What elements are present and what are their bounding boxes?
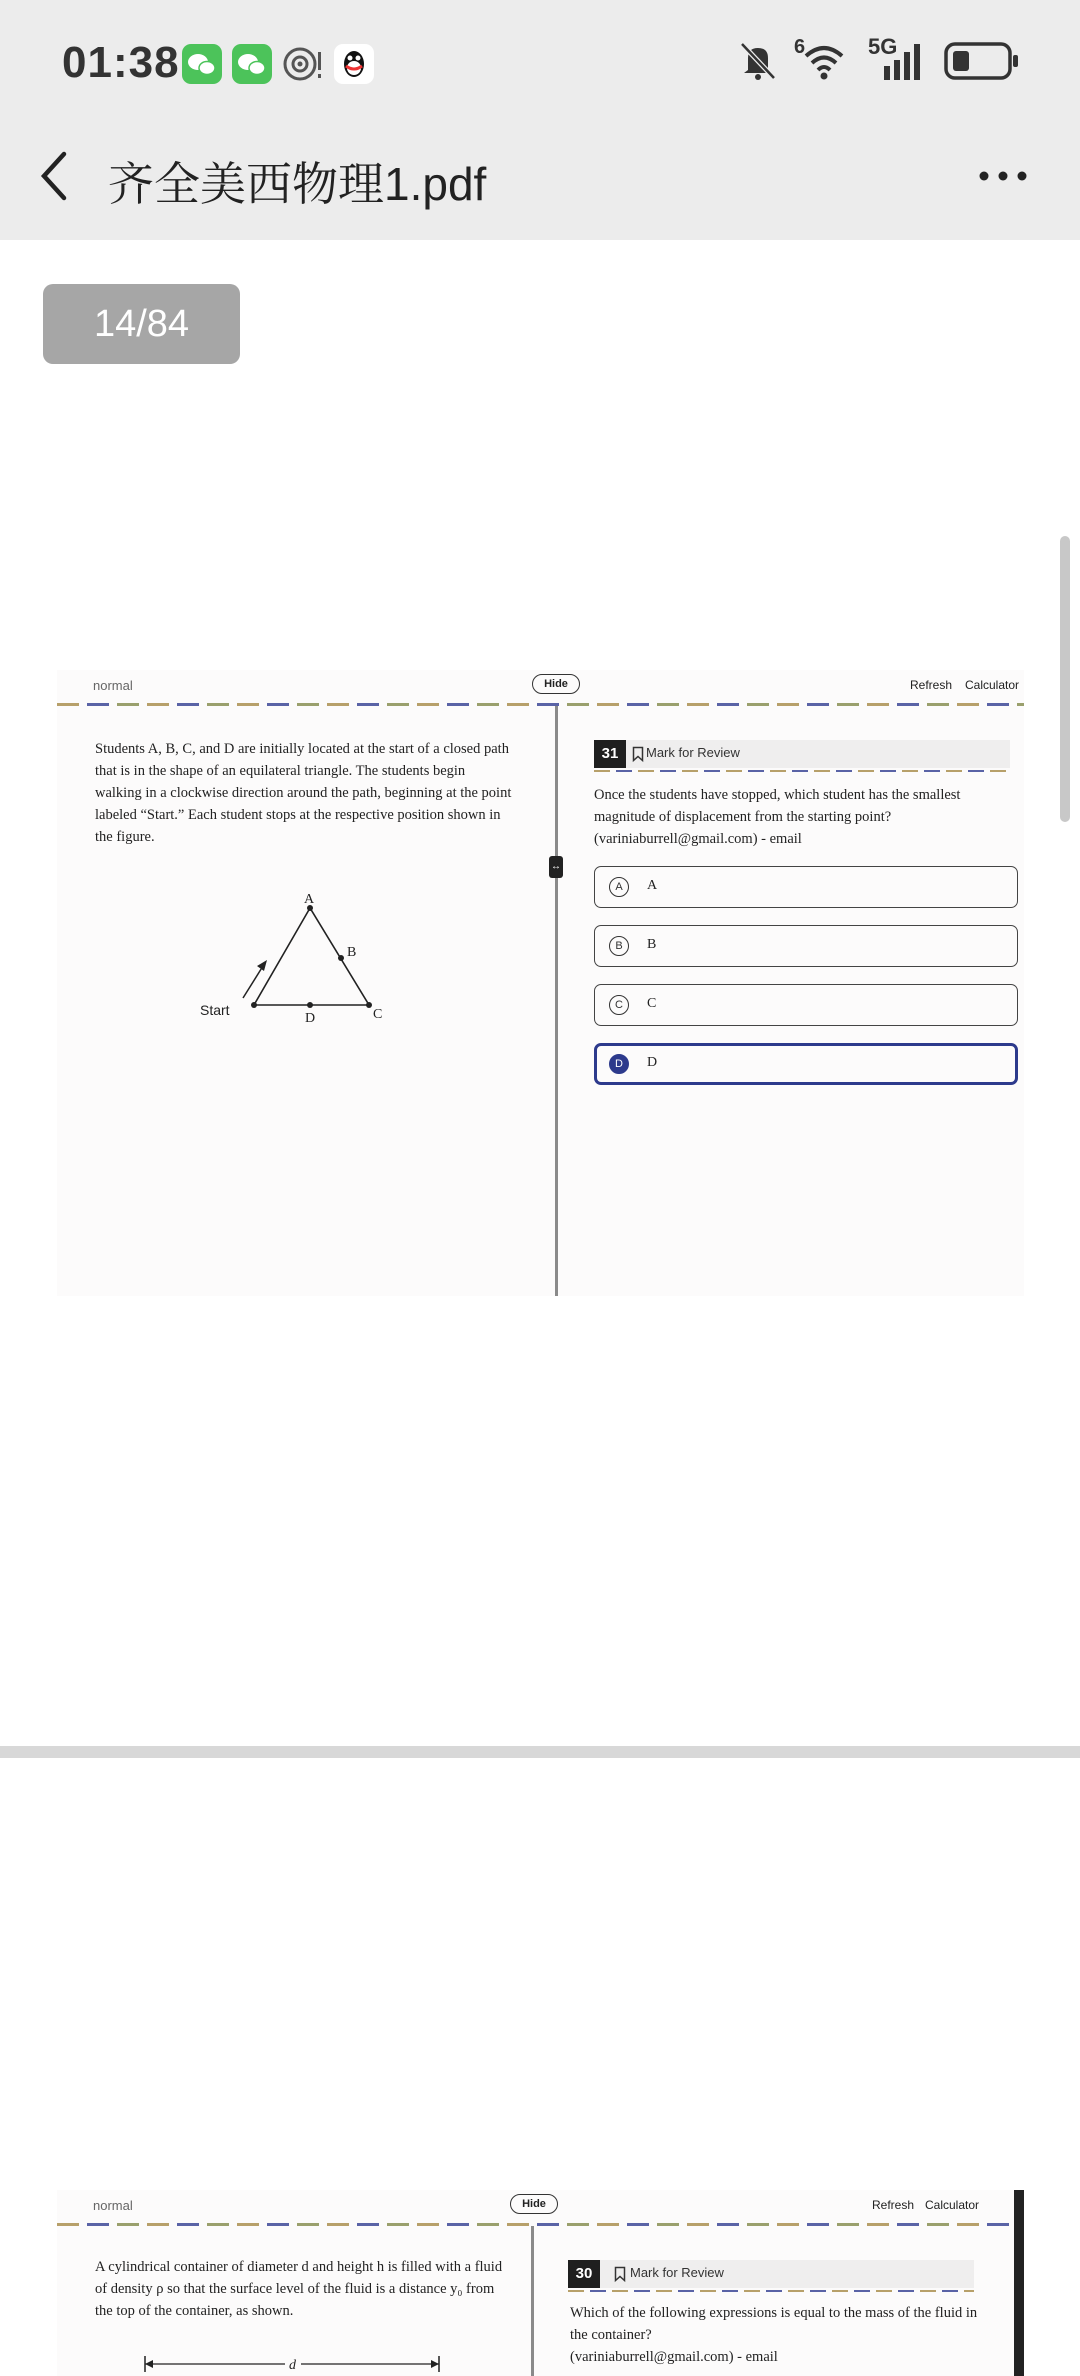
question-email: (variniaburrell@gmail.com) - email	[594, 831, 802, 847]
question-divider	[568, 2290, 974, 2292]
passage-text: A cylindrical container of diameter d and height h is filled with a fluid of density ρ so that the surface level of the fluid is a distance y₀ from the top of the container, as shown.	[95, 2259, 503, 2319]
hide-button[interactable]: Hide	[510, 2194, 558, 2214]
page-indicator: 14/84	[43, 284, 240, 364]
choice-label-a: A	[647, 878, 658, 893]
battery-icon	[944, 41, 1020, 81]
container-figure	[143, 2352, 443, 2376]
point-a-label: A	[304, 892, 315, 907]
wifi-icon: 6	[794, 40, 852, 82]
calculator-button[interactable]: Calculator	[925, 2198, 980, 2212]
pdf-page-2	[57, 2190, 1024, 2376]
cellular-signal-icon: 5G	[868, 40, 928, 82]
mark-for-review-button[interactable]: Mark for Review	[630, 2265, 724, 2280]
hotspot-icon	[282, 44, 324, 84]
choice-label-c: C	[647, 996, 657, 1011]
bookmark-icon[interactable]	[632, 746, 644, 762]
question-number: 30	[568, 2260, 600, 2288]
choice-letter-a: A	[609, 877, 629, 897]
question-prompt: Once the students have stopped, which student has the smallest magnitude of displacement from the starting point?	[594, 787, 961, 825]
pane-splitter[interactable]	[555, 706, 558, 1296]
choice-letter-c: C	[609, 995, 629, 1015]
toolbar-divider	[57, 703, 1024, 706]
question-text	[570, 2302, 990, 2368]
choice-d[interactable]	[594, 1043, 1018, 1085]
choice-label-d: D	[647, 1055, 658, 1070]
wechat-icon	[232, 44, 272, 84]
choice-letter-b: B	[609, 936, 629, 956]
start-label: Start	[200, 1002, 230, 1018]
refresh-button[interactable]: Refresh	[910, 678, 953, 692]
scrollbar[interactable]	[1060, 536, 1070, 822]
passage-text: Students A, B, C, and D are initially located at the start of a closed path that is in the shape of an equilateral triangle. The students begin walking in a clockwise direction around the path, beginning at the point labeled “Start.” Each student stops at the respective position shown in the figure.	[95, 741, 512, 845]
splitter-handle-icon[interactable]: ↔	[549, 856, 563, 878]
hide-button[interactable]: Hide	[532, 674, 580, 694]
status-time: 01:38	[62, 38, 180, 87]
diameter-label: d	[289, 2358, 296, 2373]
right-edge-bar	[1014, 2190, 1024, 2376]
mark-for-review-button[interactable]: Mark for Review	[646, 745, 740, 760]
question-header	[568, 2260, 974, 2288]
wechat-icon	[182, 44, 222, 84]
mute-bell-icon	[738, 40, 778, 82]
notification-icons	[182, 44, 374, 84]
mode-label: normal	[93, 678, 133, 693]
point-c-label: C	[373, 1007, 383, 1022]
toolbar-divider	[57, 2223, 1024, 2226]
calculator-button[interactable]: Calculator	[965, 678, 1020, 692]
mode-label: normal	[93, 2198, 133, 2213]
question-divider	[594, 770, 1010, 772]
choice-label-b: B	[647, 937, 657, 952]
choice-c[interactable]	[594, 984, 1018, 1026]
question-text	[594, 784, 1014, 850]
choice-b[interactable]	[594, 925, 1018, 967]
refresh-button[interactable]: Refresh	[872, 2198, 915, 2212]
page-divider	[0, 1746, 1080, 1758]
triangle-figure	[200, 876, 427, 1026]
point-b-label: B	[347, 945, 357, 960]
question-number: 31	[594, 740, 626, 768]
system-icons	[738, 34, 1020, 82]
status-bar	[0, 0, 1080, 130]
qq-icon	[334, 44, 374, 84]
more-options-icon[interactable]	[978, 170, 1028, 182]
point-d-label: D	[305, 1011, 316, 1026]
question-header	[594, 740, 1010, 768]
pane-splitter[interactable]	[531, 2226, 534, 2376]
back-arrow-icon[interactable]	[36, 148, 72, 204]
document-title: 齐全美西物理1.pdf	[108, 158, 487, 210]
question-prompt: Which of the following expressions is equal to the mass of the fluid in the container?	[570, 2305, 978, 2343]
pdf-page-1	[57, 670, 1024, 1296]
bookmark-icon[interactable]	[614, 2266, 626, 2282]
choice-letter-d: D	[609, 1054, 629, 1074]
question-email: (variniaburrell@gmail.com) - email	[570, 2349, 778, 2365]
choice-a[interactable]	[594, 866, 1018, 908]
